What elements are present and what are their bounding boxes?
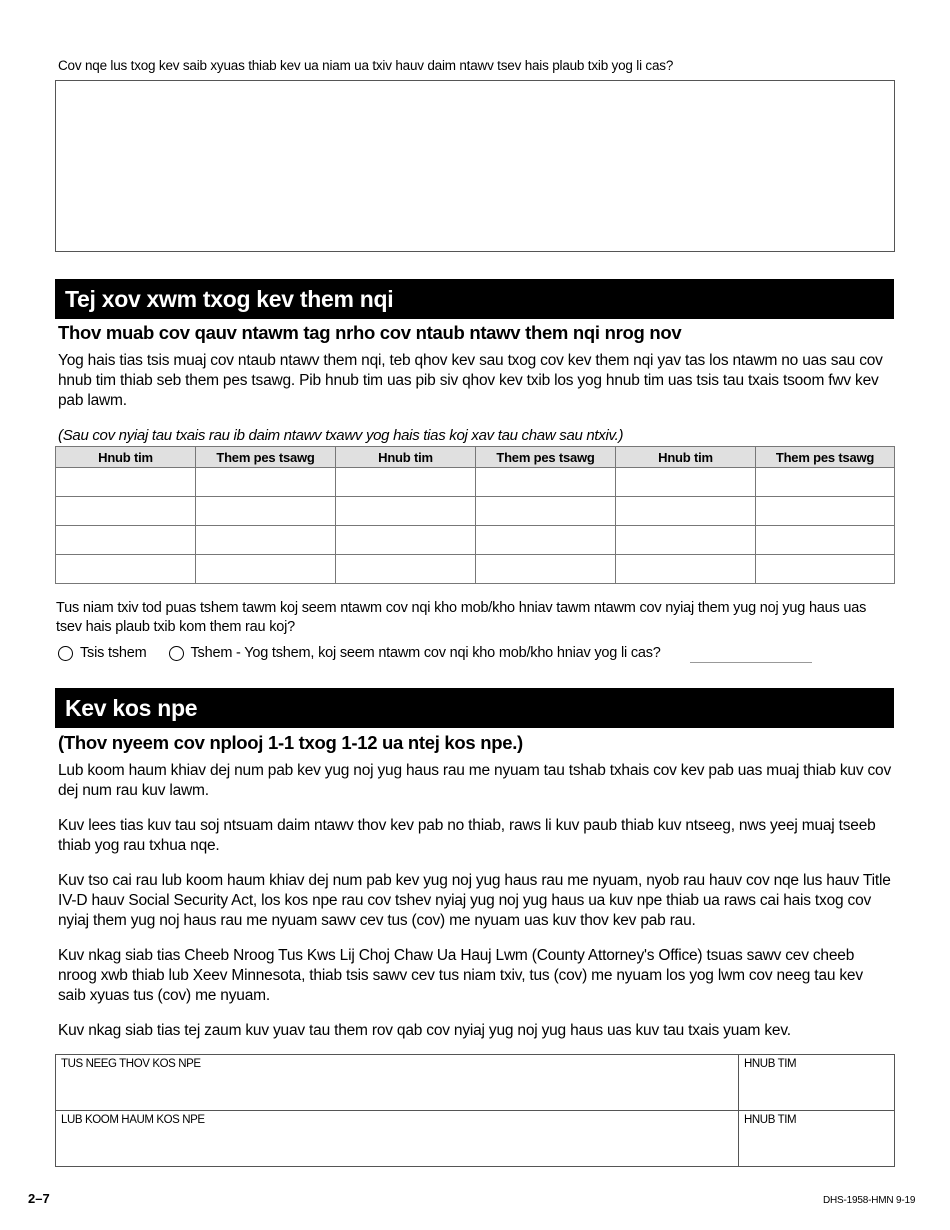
column-header-date: Hnub tim <box>616 447 756 468</box>
table-row <box>56 1111 895 1167</box>
payments-section-header: Tej xov xwm txog kev them nqi <box>55 279 894 319</box>
payment-amount-cell[interactable] <box>756 468 895 497</box>
payment-date-cell[interactable] <box>336 497 476 526</box>
hardship-question: Cov nqe lus txog kev saib xyuas thiab kev ua niam ua txiv hauv daim ntawv tsev hais plaub txib yog li cas? <box>58 58 674 73</box>
signature-paragraph: Kuv nkag siab tias Cheeb Nroog Tus Kws Lij Choj Chaw Ua Hauj Lwm (County Attorney's Office) tsuas sawv cev cheeb nroog xwb thiab lub Xeev Minnesota, thiab tsis sawv cev tus niam txiv, tus (cov) me nyuam los yog lwm cov neeg tau kev saib xyuas tus (cov) me nyuam. <box>58 947 863 1004</box>
radio-yes[interactable] <box>169 646 184 661</box>
payment-date-cell[interactable] <box>616 526 756 555</box>
table-row <box>56 555 895 584</box>
payments-intro: Yog hais tias tsis muaj cov ntaub ntawv them nqi, teb qhov kev sau txog cov kev them nqi yav tas los ntawm no uas sau cov hnub tim thiab seb them pes tsawg. Pib hnub tim uas pib siv qhov kev txib los yog hnub tim uas tsis tau txais tsoom fwv kev pab lawm. <box>58 352 883 409</box>
signature-paragraph: Kuv nkag siab tias tej zaum kuv yuav tau them rov qab cov nyiaj yug noj yug haus uas kuv tau txais yuam kev. <box>58 1022 791 1039</box>
payment-amount-cell[interactable] <box>756 497 895 526</box>
column-header-amount: Them pes tsawg <box>476 447 616 468</box>
payment-date-cell[interactable] <box>616 468 756 497</box>
signature-subheading: (Thov nyeem cov nplooj 1-1 txog 1-12 ua ntej kos npe.) <box>58 732 523 753</box>
payment-date-cell[interactable] <box>616 497 756 526</box>
table-row <box>56 468 895 497</box>
signature-paragraph: Lub koom haum khiav dej num pab kev yug noj yug haus rau me nyuam tau tshab txhais cov kev pab uas muaj thiab kuv cov dej num rau kuv lawm. <box>58 762 892 799</box>
table-row <box>56 497 895 526</box>
payments-table-header <box>56 447 895 468</box>
payment-amount-cell[interactable] <box>476 497 616 526</box>
signature-paragraph: Kuv tso cai rau lub koom haum khiav dej num pab kev yug noj yug haus rau me nyuam, nyob rau hauv cov nqe lus hauv Title IV-D hauv Social Security Act, los kos npe rau cov tshev nyiaj yug noj yug haus ua kuv npe thiab ua raws cai hais txog cov nyiaj them yug noj haus rau me nyuam sawv cev tus (cov) me nyuam uas kuv thov kev pab rau. <box>58 872 891 929</box>
payment-amount-cell[interactable] <box>476 526 616 555</box>
payment-date-cell[interactable] <box>336 526 476 555</box>
signature-paragraph: Kuv lees tias kuv tau soj ntsuam daim ntawv thov kev pab no thiab, raws li kuv paub thiab kuv ntseeg, nws yeej muaj tseeb thiab yog rau txhua nqe. <box>58 817 876 854</box>
payment-amount-cell[interactable] <box>196 555 336 584</box>
form-id: DHS-1958-HMN 9-19 <box>823 1195 916 1206</box>
signature-section-header: Kev kos npe <box>55 688 894 728</box>
payment-date-cell[interactable] <box>336 468 476 497</box>
payment-amount-cell[interactable] <box>756 555 895 584</box>
payment-date-cell[interactable] <box>56 526 196 555</box>
payment-date-cell[interactable] <box>56 555 196 584</box>
signature-table <box>55 1054 895 1167</box>
payment-date-cell[interactable] <box>56 468 196 497</box>
radio-no-label: Tsis tshem <box>80 645 147 661</box>
payment-amount-cell[interactable] <box>196 468 336 497</box>
agency-signature-field[interactable]: LUB KOOM HAUM KOS NPE <box>56 1111 739 1167</box>
column-header-date: Hnub tim <box>56 447 196 468</box>
hardship-answer-box[interactable] <box>55 80 895 252</box>
payments-note: (Sau cov nyiaj tau txais rau ib daim ntawv txawv yog hais tias koj xav tau chaw sau ntxiv.) <box>58 427 624 444</box>
payment-date-cell[interactable] <box>616 555 756 584</box>
payment-amount-cell[interactable] <box>196 526 336 555</box>
column-header-amount: Them pes tsawg <box>196 447 336 468</box>
radio-no[interactable] <box>58 646 73 661</box>
table-row <box>56 526 895 555</box>
agency-date-field[interactable]: HNUB TIM <box>739 1111 895 1167</box>
applicant-date-field[interactable]: HNUB TIM <box>739 1055 895 1111</box>
page-number: 2–7 <box>28 1191 50 1206</box>
payment-amount-cell[interactable] <box>476 468 616 497</box>
payment-amount-cell[interactable] <box>196 497 336 526</box>
medical-share-input[interactable] <box>690 662 812 663</box>
payment-amount-cell[interactable] <box>756 526 895 555</box>
applicant-signature-field[interactable]: TUS NEEG THOV KOS NPE <box>56 1055 739 1111</box>
column-header-amount: Them pes tsawg <box>756 447 895 468</box>
column-header-date: Hnub tim <box>336 447 476 468</box>
radio-yes-label: Tshem - Yog tshem, koj seem ntawm cov nqi kho mob/kho hniav yog li cas? <box>190 645 661 661</box>
payment-date-cell[interactable] <box>336 555 476 584</box>
table-row <box>56 1055 895 1111</box>
payments-table <box>55 446 895 584</box>
payment-date-cell[interactable] <box>56 497 196 526</box>
medical-deduction-question: Tus niam txiv tod puas tshem tawm koj seem ntawm cov nqi kho mob/kho hniav tawm ntawm cov nyiaj them yug noj yug haus uas tsev hais plaub txib kom them rau koj? <box>56 600 867 635</box>
medical-deduction-options <box>58 645 661 661</box>
payments-subheading: Thov muab cov qauv ntawm tag nrho cov ntaub ntawv them nqi nrog nov <box>58 322 682 343</box>
payment-amount-cell[interactable] <box>476 555 616 584</box>
